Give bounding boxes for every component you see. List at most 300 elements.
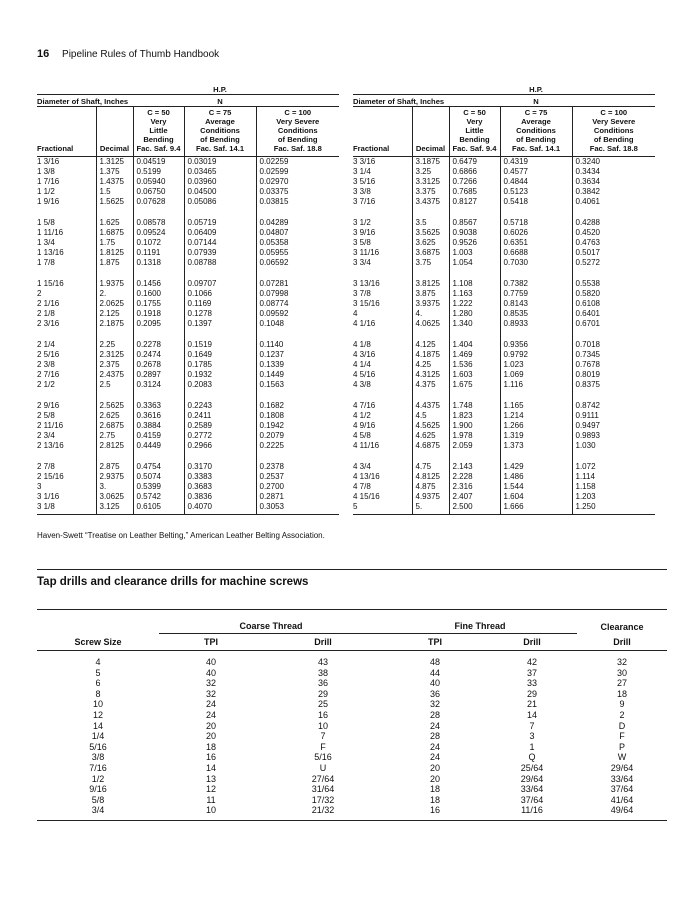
table-cell: 0.09707 [184, 273, 256, 289]
table-cell: 0.07281 [256, 273, 339, 289]
hp-label: H.P. [213, 85, 227, 94]
table-cell: 3 7/8 [353, 289, 371, 298]
table-row [37, 774, 667, 785]
table-cell: 0.9111 [572, 411, 655, 421]
table-cell: 1 3/4 [37, 238, 55, 247]
table-cell: 3.6875 [412, 248, 449, 258]
table-cell: 3.3125 [412, 177, 449, 187]
table-cell: 0.4159 [133, 431, 184, 441]
table-cell: P [618, 741, 625, 752]
table-cell: 2.75 [96, 431, 133, 441]
table-cell: 0.8019 [572, 370, 655, 380]
table-cell: 0.3634 [572, 177, 655, 187]
table-cell: 29 [317, 688, 328, 699]
table-cell: 0.5017 [572, 248, 655, 258]
table-row [353, 212, 655, 228]
table-row [37, 319, 339, 334]
table-cell: 4 7/16 [353, 401, 376, 410]
table-cell: 2.125 [96, 309, 133, 319]
table-cell: W [617, 752, 627, 763]
table-row [37, 197, 339, 212]
table-cell: 0.2411 [184, 411, 256, 421]
table-cell: 0.5199 [133, 167, 184, 177]
table-cell: 1.373 [500, 441, 572, 456]
table-cell: 0.4520 [572, 228, 655, 238]
table-row [353, 360, 655, 370]
table-row [353, 177, 655, 187]
table-cell: 3 1/4 [353, 167, 371, 176]
table-cell: 2 13/16 [37, 441, 64, 450]
table-cell: 21 [526, 699, 537, 710]
col-clearance-drill: Drill [577, 634, 667, 651]
diameter-label: Diameter of Shaft, Inches [353, 95, 500, 107]
coarse-thread-header: Coarse Thread [159, 610, 383, 634]
table-row [37, 472, 339, 482]
table-cell: 0.5399 [133, 482, 184, 492]
table-row [37, 212, 339, 228]
table-cell: 4.6875 [412, 441, 449, 456]
table-cell: 0.6105 [133, 502, 184, 515]
table-row [353, 370, 655, 380]
table-cell: 0.7345 [572, 350, 655, 360]
table-cell: 1 7/8 [37, 258, 55, 267]
table-cell: 0.1140 [256, 334, 339, 350]
table-cell: 0.9356 [500, 334, 572, 350]
table-cell: 7/16 [89, 762, 107, 773]
table-cell: 5/16 [89, 741, 107, 752]
table-cell: 1 [529, 741, 535, 752]
table-cell: 2 [37, 289, 42, 298]
table-cell: 3 1/8 [37, 502, 96, 515]
col-decimal: Decimal [412, 107, 449, 157]
screw-drill-table [37, 609, 667, 821]
table-row [353, 258, 655, 273]
table-cell: 1.486 [500, 472, 572, 482]
table-cell: 4 1/2 [353, 411, 371, 420]
table-cell: 1.054 [449, 258, 500, 273]
table-cell: 3.1875 [412, 157, 449, 168]
table-cell: 10 [92, 699, 103, 710]
table-cell: 3.625 [412, 238, 449, 248]
table-cell: 41/64 [610, 794, 634, 805]
table-cell: 0.3836 [184, 492, 256, 502]
table-cell: 4.9375 [412, 492, 449, 502]
table-cell: 0.2079 [256, 431, 339, 441]
table-cell: 2 1/8 [37, 309, 55, 318]
col-fractional: Fractional [353, 107, 412, 157]
table-cell: 0.04500 [184, 187, 256, 197]
table-cell: 33/64 [610, 773, 634, 784]
table-cell: 0.1191 [133, 248, 184, 258]
table-cell: D [618, 720, 626, 731]
table-cell: 0.06409 [184, 228, 256, 238]
table-cell: 4 11/16 [353, 441, 380, 450]
table-row [37, 370, 339, 380]
table-cell: 32 [205, 688, 216, 699]
table-cell: 1.214 [500, 411, 572, 421]
table-cell: 10 [159, 805, 263, 820]
col-c100: C = 100 Very Severe Conditions of Bending Fac. Saf. 18.8 [256, 107, 339, 157]
table-cell: 5/8 [91, 794, 105, 805]
table-row [37, 441, 339, 456]
table-cell: 3.125 [96, 502, 133, 515]
table-cell: 2 1/2 [37, 380, 55, 389]
table-cell: 1/4 [91, 731, 105, 742]
table-cell: 3 7/16 [353, 197, 376, 206]
table-cell: 0.3683 [184, 482, 256, 492]
table-cell: 0.1397 [184, 319, 256, 334]
table-cell: 0.1456 [133, 273, 184, 289]
table-cell: 0.6108 [572, 299, 655, 309]
table-cell: 3.9375 [412, 299, 449, 309]
table-cell: 0.4061 [572, 197, 655, 212]
table-cell: 16 [317, 709, 328, 720]
table-cell: 0.4577 [500, 167, 572, 177]
table-row [37, 492, 339, 502]
table-cell: 1.163 [449, 289, 500, 299]
table-cell: 44 [429, 667, 440, 678]
table-cell: 43 [317, 657, 328, 667]
table-row [37, 502, 339, 515]
table-row [353, 441, 655, 456]
table-cell: 2.6875 [96, 421, 133, 431]
table-cell: 33/64 [520, 784, 544, 795]
table-row [37, 805, 667, 820]
table-row [353, 472, 655, 482]
clearance-header: Clearance [577, 610, 667, 634]
table-row [353, 187, 655, 197]
table-cell: 4 15/16 [353, 492, 380, 501]
col-screw-size: Screw Size [37, 634, 159, 651]
table-cell: 3.0625 [96, 492, 133, 502]
table-cell: 4 9/16 [353, 421, 376, 430]
table-cell: 18 [429, 794, 440, 805]
table-cell: 2.1875 [96, 319, 133, 334]
table-cell: 0.2772 [184, 431, 256, 441]
table-cell: 0.5272 [572, 258, 655, 273]
table-cell: 0.1785 [184, 360, 256, 370]
table-cell: 11 [206, 794, 216, 805]
table-cell: 28 [429, 709, 440, 720]
table-cell: 16 [383, 805, 487, 820]
table-cell: 1.748 [449, 395, 500, 411]
table-row [37, 309, 339, 319]
table-cell: 18 [205, 741, 216, 752]
table-cell: 31/64 [311, 784, 335, 795]
table-row [37, 248, 339, 258]
table-row [37, 258, 339, 273]
table-cell: 10 [317, 720, 328, 731]
table-cell: 32 [616, 657, 627, 667]
table-cell: 0.3434 [572, 167, 655, 177]
table-cell: 29/64 [520, 773, 544, 784]
table-cell: 1.900 [449, 421, 500, 431]
table-cell: 2 5/8 [37, 411, 55, 420]
table-cell: 0.1048 [256, 319, 339, 334]
table-cell: 1.625 [96, 212, 133, 228]
table-cell: 0.04519 [133, 157, 184, 168]
table-cell: 25/64 [520, 762, 544, 773]
table-cell: 0.9497 [572, 421, 655, 431]
table-cell: 0.05358 [256, 238, 339, 248]
table-cell: 2 3/8 [37, 360, 55, 369]
table-cell: 1.8125 [96, 248, 133, 258]
table-cell: 2 9/16 [37, 401, 60, 410]
table-cell: 20 [205, 720, 216, 731]
table-cell: 2 7/8 [37, 462, 55, 471]
table-cell: 4.4375 [412, 395, 449, 411]
table-cell: 0.4288 [572, 212, 655, 228]
table-cell: 1.5 [96, 187, 133, 197]
table-cell: 3/4 [37, 805, 159, 820]
table-cell: 27/64 [311, 773, 335, 784]
table-row [353, 492, 655, 502]
table-cell: 0.07998 [256, 289, 339, 299]
table-cell: 42 [526, 657, 537, 667]
table-cell: 4.875 [412, 482, 449, 492]
table-cell: 0.03465 [184, 167, 256, 177]
table-cell: 1.340 [449, 319, 500, 334]
table-cell: 2.500 [449, 502, 500, 515]
table-cell: 0.06592 [256, 258, 339, 273]
table-cell: 1.603 [449, 370, 500, 380]
table-cell: 1 11/16 [37, 228, 64, 237]
table-cell: 1.978 [449, 431, 500, 441]
table-row [353, 431, 655, 441]
table-cell: 0.3616 [133, 411, 184, 421]
table-cell: 4 [353, 309, 358, 318]
table-cell: 2.875 [96, 456, 133, 472]
table-cell: 2.5 [96, 380, 133, 395]
table-cell: 0.07628 [133, 197, 184, 212]
table-cell: 33 [526, 678, 537, 689]
table-cell: 4 13/16 [353, 472, 380, 481]
table-cell: 0.09592 [256, 309, 339, 319]
table-row [37, 411, 339, 421]
table-cell: 0.1600 [133, 289, 184, 299]
table-cell: 1.5625 [96, 197, 133, 212]
table-cell: 2.228 [449, 472, 500, 482]
table-cell: 1.116 [500, 380, 572, 395]
col-c50: C = 50 Very Little Bending Fac. Saf. 9.4 [449, 107, 500, 157]
table-cell: 13 [205, 773, 216, 784]
table-cell: 0.05955 [256, 248, 339, 258]
table-row [37, 289, 339, 299]
table-row [37, 187, 339, 197]
table-cell: 1.069 [500, 370, 572, 380]
table-cell: 0.05719 [184, 212, 256, 228]
table-cell: 4.0625 [412, 319, 449, 334]
table-cell: 0.1932 [184, 370, 256, 380]
table-cell: 40 [205, 657, 216, 667]
table-cell: 1.030 [572, 441, 655, 456]
table-cell: 0.6701 [572, 319, 655, 334]
table-cell: 0.03815 [256, 197, 339, 212]
table-cell: 3.4375 [412, 197, 449, 212]
table-cell: 16 [205, 752, 216, 763]
table-row [37, 731, 667, 742]
table-cell: 4 1/16 [353, 319, 376, 328]
table-cell: 3.875 [412, 289, 449, 299]
table-cell: 32 [205, 678, 216, 689]
table-row [37, 360, 339, 370]
table-row [353, 319, 655, 334]
table-cell: 1.158 [572, 482, 655, 492]
table-cell: 3 3/8 [353, 187, 371, 196]
table-cell: 1 5/8 [37, 218, 55, 227]
table-cell: 5/16 [314, 752, 332, 763]
table-cell: 3.25 [412, 167, 449, 177]
table-cell: 8 [95, 688, 101, 699]
n-label: N [500, 95, 572, 107]
table-cell: 0.2700 [256, 482, 339, 492]
table-cell: 0.2083 [184, 380, 256, 395]
table-cell: 0.4844 [500, 177, 572, 187]
table-cell: 1.823 [449, 411, 500, 421]
table-cell: 1.266 [500, 421, 572, 431]
table-cell: 14 [92, 720, 103, 731]
table-row [37, 228, 339, 238]
table-cell: 20 [205, 731, 216, 742]
table-cell: 2.059 [449, 441, 500, 456]
table-cell: 2.4375 [96, 370, 133, 380]
table-row [353, 482, 655, 492]
table-cell: 1.429 [500, 456, 572, 472]
table-row [353, 421, 655, 431]
table-cell: 0.1942 [256, 421, 339, 431]
table-row [37, 273, 339, 289]
table-cell: 11/16 [487, 805, 577, 820]
table-cell: 0.07144 [184, 238, 256, 248]
table-row [353, 167, 655, 177]
table-cell: 2.5625 [96, 395, 133, 411]
table-cell: 6 [95, 678, 101, 689]
table-cell: 40 [429, 678, 440, 689]
table-row [37, 752, 667, 763]
table-row [353, 197, 655, 212]
table-cell: 2.625 [96, 411, 133, 421]
table-cell: 2 3/16 [37, 319, 60, 328]
table-cell: 38 [317, 667, 328, 678]
table-cell: 2 1/16 [37, 299, 60, 308]
table-cell: 0.1519 [184, 334, 256, 350]
table-cell: 0.3842 [572, 187, 655, 197]
table-cell: 0.2225 [256, 441, 339, 456]
table-cell: 2 [619, 709, 625, 720]
table-cell: 0.2897 [133, 370, 184, 380]
table-cell: 27 [616, 678, 627, 689]
table-cell: 3.8125 [412, 273, 449, 289]
table-cell: 0.3170 [184, 456, 256, 472]
shaft-table-left [37, 84, 339, 515]
table-cell: 3 3/4 [353, 258, 371, 267]
table-cell: 0.8567 [449, 212, 500, 228]
table-cell: 0.3383 [184, 472, 256, 482]
table-cell: 0.8933 [500, 319, 572, 334]
table-cell: 1.875 [96, 258, 133, 273]
page-header [37, 48, 219, 60]
table-cell: 2.407 [449, 492, 500, 502]
table-cell: 0.1808 [256, 411, 339, 421]
col-fine-drill: Drill [487, 634, 577, 651]
table-cell: 2.143 [449, 456, 500, 472]
table-cell: 4.1875 [412, 350, 449, 360]
table-cell: 0.7685 [449, 187, 500, 197]
table-cell: 1.222 [449, 299, 500, 309]
table-cell: 2.9375 [96, 472, 133, 482]
table-cell: 3 9/16 [353, 228, 376, 237]
table-cell: 36 [317, 678, 328, 689]
table-cell: 24 [429, 752, 440, 763]
table-cell: 4 3/16 [353, 350, 376, 359]
table-cell: 0.8535 [500, 309, 572, 319]
table-cell: 48 [429, 657, 440, 667]
table-cell: 0.1918 [133, 309, 184, 319]
table-cell: 0.5123 [500, 187, 572, 197]
table-row [37, 380, 339, 395]
table-row [37, 157, 339, 168]
table-cell: 0.05940 [133, 177, 184, 187]
table-cell: 1/2 [91, 773, 105, 784]
table-cell: 4.5625 [412, 421, 449, 431]
table-cell: 0.04289 [256, 212, 339, 228]
table-cell: 24 [429, 741, 440, 752]
table-cell: 4 5/16 [353, 370, 376, 379]
table-cell: 3 [37, 482, 42, 491]
shaft-table-right [353, 84, 655, 515]
table-cell: 0.6351 [500, 238, 572, 248]
table-cell: 32 [429, 699, 440, 710]
table-cell: 1.250 [572, 502, 655, 515]
table-cell: 2.0625 [96, 299, 133, 309]
table-cell: 1.3125 [96, 157, 133, 168]
table-cell: 7 [320, 731, 326, 742]
table-cell: 2 15/16 [37, 472, 64, 481]
table-cell: 17/32 [311, 794, 335, 805]
table-row [353, 309, 655, 319]
table-row [37, 431, 339, 441]
table-cell: 40 [205, 667, 216, 678]
table-cell: 4 3/8 [353, 380, 371, 389]
table-cell: 0.6401 [572, 309, 655, 319]
table-cell: F [619, 731, 625, 742]
table-cell: 1.165 [500, 395, 572, 411]
table-cell: 0.7382 [500, 273, 572, 289]
table-cell: 0.04807 [256, 228, 339, 238]
table-cell: 3 3/16 [353, 157, 376, 166]
table-cell: 0.3124 [133, 380, 184, 395]
table-cell: 4.375 [412, 380, 449, 395]
table-cell: F [320, 741, 326, 752]
table-row [37, 395, 339, 411]
table-cell: 0.4763 [572, 238, 655, 248]
table-cell: 1.604 [500, 492, 572, 502]
table-cell: 0.9526 [449, 238, 500, 248]
table-cell: 0.03960 [184, 177, 256, 187]
table-cell: 2 7/16 [37, 370, 60, 379]
table-cell: 0.3884 [133, 421, 184, 431]
table-row [37, 699, 667, 710]
table-cell: 3.5625 [412, 228, 449, 238]
table-cell: 3.375 [412, 187, 449, 197]
table-cell: Q [528, 752, 536, 763]
table-cell: 0.3363 [133, 395, 184, 411]
table-cell: 1 3/16 [37, 157, 60, 166]
col-c100: C = 100 Very Severe Conditions of Bending Fac. Saf. 18.8 [572, 107, 655, 157]
table-row [37, 177, 339, 187]
table-cell: 0.6026 [500, 228, 572, 238]
table-cell: 0.08774 [256, 299, 339, 309]
